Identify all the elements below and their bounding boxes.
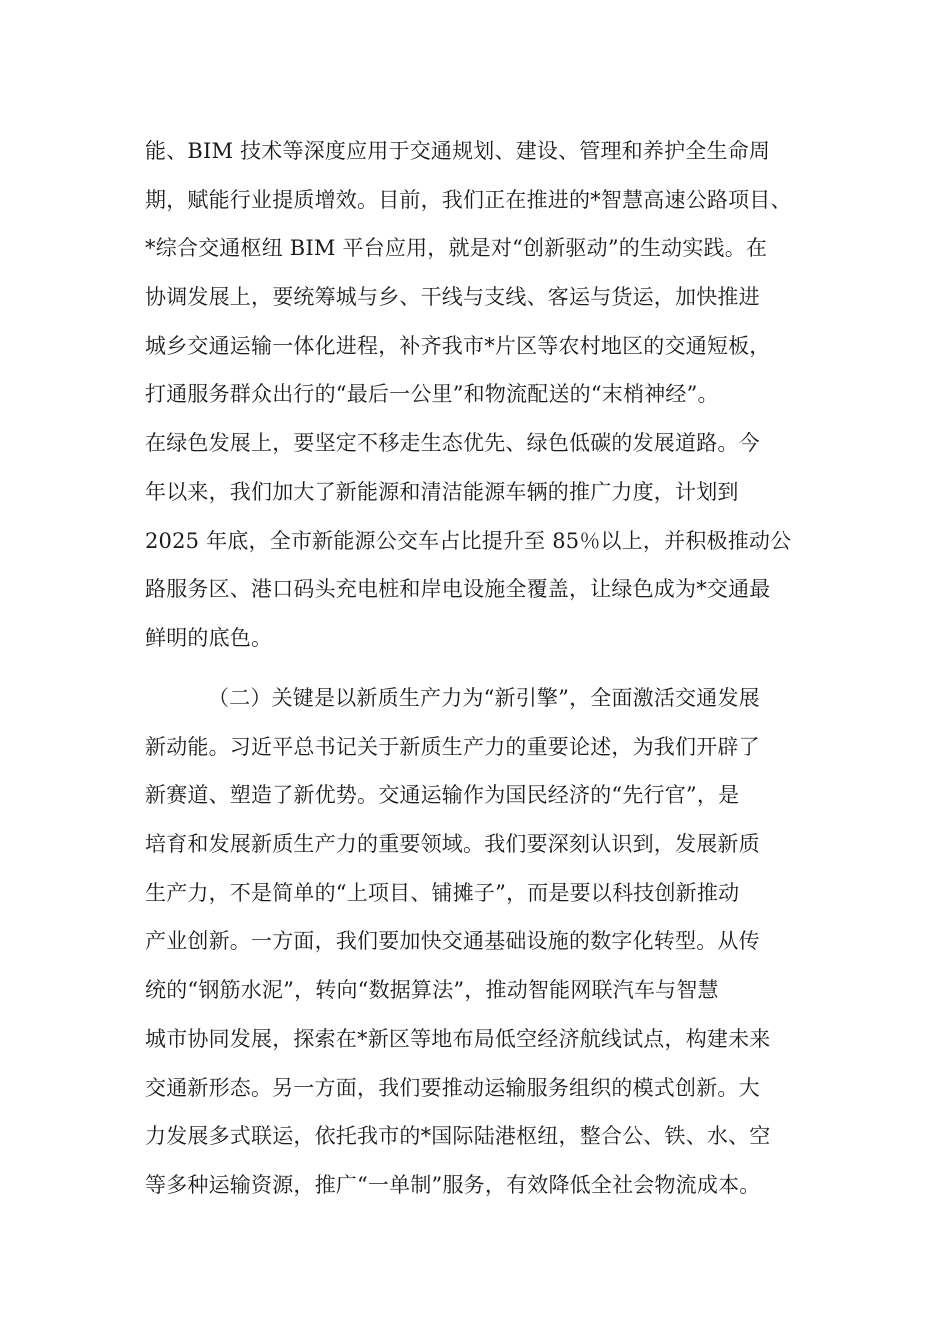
text-line: 协调发展上，要统筹城与乡、干线与支线、客运与货运，加快推进: [145, 285, 760, 310]
text-line: 2025 年底，全市新能源公交车占比提升至 85％以上，并积极推动公: [145, 528, 792, 553]
text-line: 鲜明的底色。: [145, 625, 273, 650]
text-line: 统的“钢筋水泥”，转向“数据算法”，推动智能网联汽车与智慧: [145, 978, 719, 1003]
text-line: 生产力，不是简单的“上项目、铺摊子”，而是要以科技创新推动: [145, 880, 740, 905]
text-line: 交通新形态。另一方面，我们要推动运输服务组织的模式创新。大: [145, 1075, 760, 1100]
section-heading-line: （二）关键是以新质生产力为“新引擎”，全面激活交通发展: [208, 686, 760, 710]
text-line: 路服务区、港口码头充电桩和岸电设施全覆盖，让绿色成为*交通最: [145, 577, 771, 602]
paragraph-continued: [145, 127, 825, 663]
text-line: 能、BIM 技术等深度应用于交通规划、建设、管理和养护全生命周: [145, 139, 771, 163]
text-line: 期，赋能行业提质增效。目前，我们正在推进的*智慧高速公路项目、: [145, 187, 792, 212]
text-line: 新动能。习近平总书记关于新质生产力的重要论述，为我们开辟了: [145, 734, 760, 759]
paragraph-section-2: [145, 674, 825, 1210]
text-line: 在绿色发展上，要坚定不移走生态优先、绿色低碳的发展道路。今: [145, 431, 760, 456]
text-line: 城乡交通运输一体化进程，补齐我市*片区等农村地区的交通短板，: [145, 333, 771, 358]
text-line: 年以来，我们加大了新能源和清洁能源车辆的推广力度，计划到: [145, 479, 739, 504]
text-line: 新赛道、塑造了新优势。交通运输作为国民经济的“先行官”，是: [145, 783, 740, 808]
text-line: 打通服务群众出行的“最后一公里”和物流配送的“末梢神经”。: [145, 382, 719, 407]
text-line: 培育和发展新质生产力的重要领域。我们要深刻认识到，发展新质: [145, 832, 760, 857]
text-line: *综合交通枢纽 BIM 平台应用，就是对“创新驱动”的生动实践。在: [145, 236, 768, 261]
text-line: 等多种运输资源，推广“一单制”服务，有效降低全社会物流成本。: [145, 1172, 761, 1197]
text-line: 产业创新。一方面，我们要加快交通基础设施的数字化转型。从传: [145, 929, 760, 954]
text-line: 力发展多式联运，依托我市的*国际陆港枢纽，整合公、铁、水、空: [145, 1124, 771, 1149]
text-line: 城市协同发展，探索在*新区等地布局低空经济航线试点，构建未来: [145, 1026, 771, 1051]
